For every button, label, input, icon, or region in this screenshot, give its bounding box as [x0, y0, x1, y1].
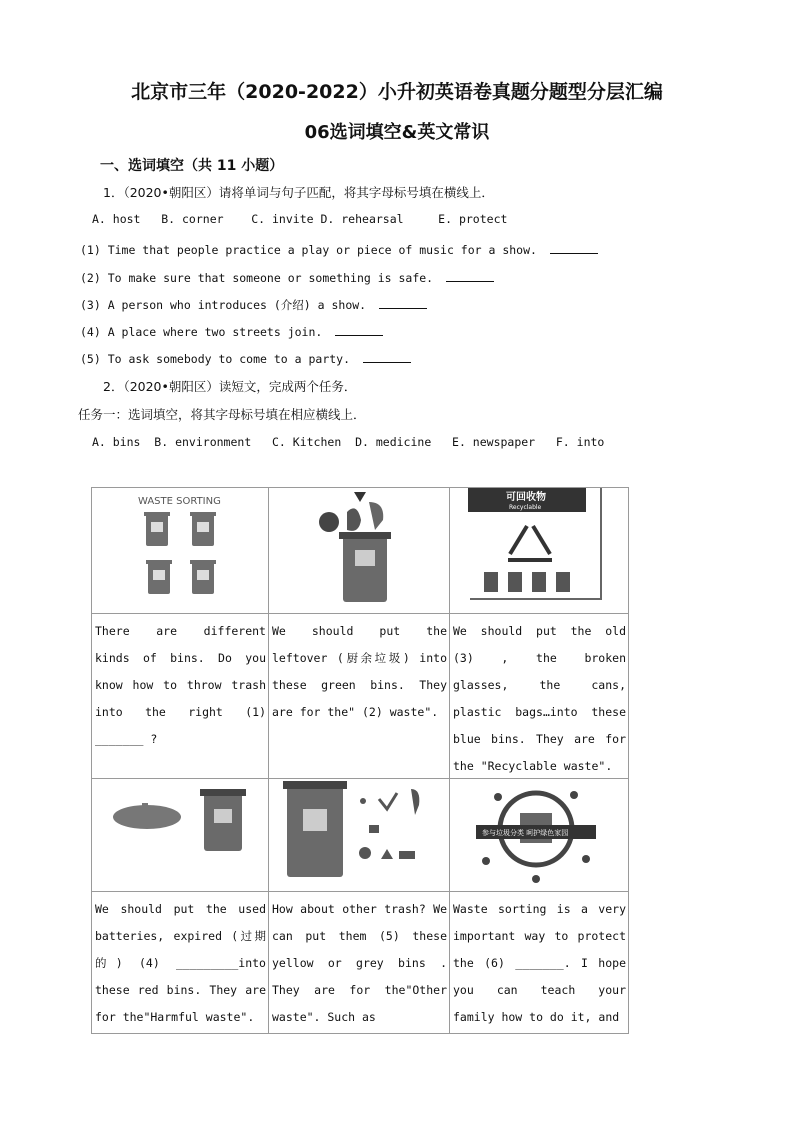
question-1-item-4: (4) A place where two streets join.	[80, 324, 383, 339]
image-cell-kitchen-waste	[269, 488, 450, 614]
question-2-task-1: 任务一：选词填空，将其字母标号填在相应横线上．	[78, 407, 366, 422]
waste-sorting-bins-icon	[92, 488, 268, 613]
question-1-item-1: (1) Time that people practice a play or piece of music for a show.	[80, 242, 598, 257]
answer-blank[interactable]	[335, 324, 383, 336]
answer-blank[interactable]	[550, 242, 598, 254]
text-cell-1: There are different kinds of bins. Do you know how to throw trash into the right (1) _______ ?	[92, 614, 269, 779]
svg-text:Recyclable: Recyclable	[509, 504, 542, 511]
kitchen-waste-bin-icon	[269, 488, 449, 613]
answer-blank[interactable]	[379, 297, 427, 309]
green-home-emblem-icon	[450, 779, 628, 891]
other-waste-bin-icon	[269, 779, 449, 891]
section-heading: 一、选词填空（共 11 小题）	[100, 158, 284, 174]
question-1-item-2: (2) To make sure that someone or something is safe.	[80, 270, 494, 285]
reading-table	[91, 487, 629, 1034]
question-1-options: A. host B. corner C. invite D. rehearsal E. protect	[92, 212, 508, 226]
image-cell-waste-sorting	[92, 488, 269, 614]
recyclable-sign-icon	[450, 488, 628, 613]
text-cell-6: Waste sorting is a very important way to protect the (6) _______. I hope you can teach your family how to do it, and	[450, 892, 629, 1034]
svg-text:参与垃圾分类 呵护绿色家园: 参与垃圾分类 呵护绿色家园	[482, 829, 569, 837]
image-cell-harmful-waste	[92, 779, 269, 892]
image-cell-green-home	[450, 779, 629, 892]
harmful-waste-bin-icon	[92, 779, 268, 891]
answer-blank[interactable]	[363, 351, 411, 363]
question-1-item-5: (5) To ask somebody to come to a party.	[80, 351, 411, 366]
svg-text:可回收物: 可回收物	[506, 492, 546, 503]
document-subtitle: 06选词填空&英文常识	[304, 122, 490, 143]
text-cell-2: We should put the leftover (厨余垃圾) into these green bins. They are for the" (2) waste".	[269, 614, 450, 779]
question-1-stem: 1．（2020•朝阳区）请将单词与句子匹配，将其字母标号填在横线上．	[103, 185, 494, 200]
question-2-options: A. bins B. environment C. Kitchen D. medicine E. newspaper F. into	[92, 435, 605, 449]
question-2-stem: 2．（2020•朝阳区）读短文，完成两个任务．	[103, 379, 357, 394]
image-cell-other-waste	[269, 779, 450, 892]
document-title: 北京市三年（2020-2022）小升初英语卷真题分题型分层汇编	[131, 81, 663, 103]
image-cell-recyclable	[450, 488, 629, 614]
text-cell-4: We should put the used batteries, expired (过期的) (4) _________into these red bins. They are for the"Harmful waste".	[92, 892, 269, 1034]
text-cell-3: We should put the old (3) , the broken glasses, the cans, plastic bags…into these blue bins. They are for the "Recyclable waste".	[450, 614, 629, 779]
text-cell-5: How about other trash? We can put them (5) these yellow or grey bins . They are for the"Other waste". Such as	[269, 892, 450, 1034]
question-1-item-3: (3) A person who introduces (介绍) a show.	[80, 297, 427, 313]
svg-text:WASTE SORTING: WASTE SORTING	[138, 496, 221, 507]
answer-blank[interactable]	[446, 270, 494, 282]
